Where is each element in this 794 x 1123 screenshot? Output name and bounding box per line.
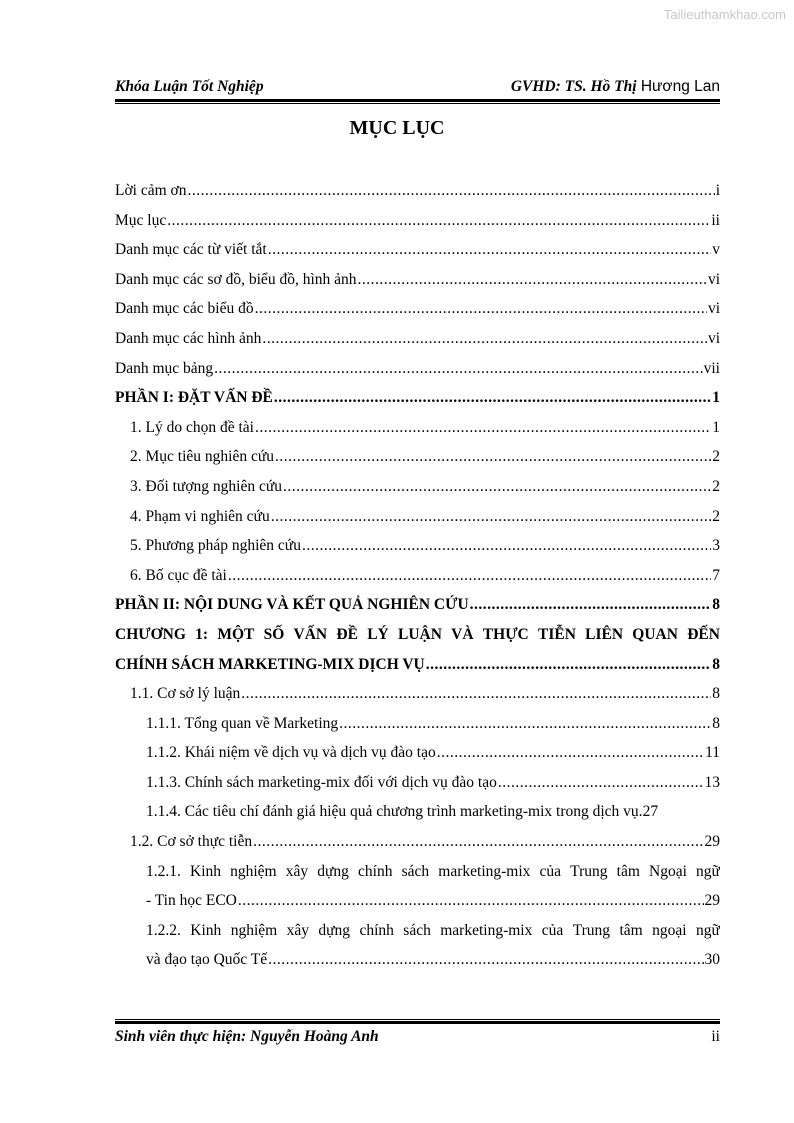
page-title: MỤC LỤC: [349, 117, 445, 139]
toc-page: 11: [705, 744, 720, 762]
toc-entry-part[interactable]: [115, 383, 720, 413]
toc-leader: [268, 235, 712, 265]
toc-word: ngữ: [696, 862, 720, 880]
toc-entry[interactable]: [115, 235, 720, 265]
toc-entry[interactable]: [115, 768, 720, 798]
footer-student: Sinh viên thực hiện: Nguyễn Hoàng Anh: [115, 1028, 379, 1045]
toc-page: vii: [703, 359, 720, 377]
footer-page-number: ii: [711, 1028, 720, 1045]
header-thesis-title: Khóa Luận Tốt Nghiệp: [115, 78, 264, 95]
toc-page: 8: [712, 596, 720, 614]
toc-page: 2: [712, 477, 720, 495]
toc-label: Mục lục: [115, 211, 167, 229]
toc-leader: [275, 442, 711, 472]
toc-entry[interactable]: [115, 413, 720, 443]
toc-leader: [358, 265, 707, 295]
toc-entry[interactable]: [115, 324, 720, 354]
toc-page: 27: [642, 803, 659, 821]
toc-entry[interactable]: [115, 531, 720, 561]
toc-word: nghiệm: [230, 862, 277, 880]
toc-leader: [255, 294, 707, 324]
toc-word: của: [539, 862, 562, 880]
toc-entry[interactable]: [115, 265, 720, 295]
toc-leader: [426, 650, 712, 680]
toc-page: 8: [712, 655, 720, 673]
toc-leader: [228, 561, 711, 591]
toc-word: LÝ: [367, 625, 389, 643]
toc-word: Trung: [570, 862, 608, 880]
watermark: Tailieuthamkhao.com: [663, 7, 786, 22]
toc-word: marketing-mix: [438, 862, 531, 880]
toc-word: VÀ: [451, 625, 474, 643]
toc-word: dựng: [317, 862, 349, 880]
toc-word: ngoại: [652, 921, 687, 939]
toc-leader: [262, 324, 707, 354]
toc-leader: [274, 383, 711, 413]
toc-word: Ngoại: [649, 862, 687, 880]
toc-word: tâm: [619, 921, 643, 939]
toc-word: VẤN: [293, 625, 328, 643]
toc-entry[interactable]: [115, 679, 720, 709]
header-rule: [115, 99, 720, 104]
page-header: [115, 78, 720, 96]
toc-label: - Tin học ECO: [146, 892, 237, 910]
toc-label: 6. Bố cục đề tài: [130, 566, 227, 584]
toc-entry-line2[interactable]: [115, 886, 720, 916]
toc-entry[interactable]: [115, 738, 720, 768]
toc-label: Danh mục bảng: [115, 359, 214, 377]
toc-word: Kinh: [190, 921, 222, 939]
toc-leader: [268, 945, 703, 975]
toc-word: nghiệm: [230, 921, 278, 939]
toc-word: của: [541, 921, 564, 939]
toc-entry[interactable]: [115, 561, 720, 591]
toc-entry[interactable]: [115, 206, 720, 236]
footer-rule: [115, 1019, 720, 1024]
toc-word: 1:: [195, 625, 209, 643]
toc-page: 3: [712, 537, 720, 555]
toc-label: 1.1.3. Chính sách marketing-mix đối với dịch vụ đào tạo: [146, 773, 497, 791]
toc-label: Danh mục các hình ảnh: [115, 329, 262, 347]
toc-word: LIÊN: [585, 625, 624, 643]
toc-word: xây: [285, 862, 309, 880]
toc-entry-part[interactable]: [115, 590, 720, 620]
toc-page: 7: [712, 566, 720, 584]
header-advisor-plain: Hương Lan: [636, 78, 720, 95]
toc-leader: [241, 679, 711, 709]
toc-word: tâm: [616, 862, 640, 880]
toc-entry[interactable]: [115, 354, 720, 384]
toc-entry[interactable]: [115, 797, 720, 827]
toc-entry[interactable]: [115, 442, 720, 472]
toc-word: 1.2.1.: [146, 862, 181, 880]
toc-leader: [271, 502, 712, 532]
toc-word: sách: [403, 921, 431, 939]
toc-page: 29: [704, 892, 720, 910]
toc-label: 1. Lý do chọn đề tài: [130, 418, 254, 436]
toc-word: TIỄN: [537, 625, 576, 643]
toc-page: i: [715, 182, 720, 199]
toc-page: 29: [704, 833, 720, 851]
toc-label: 1.1.2. Khái niệm về dịch vụ và dịch vụ đào tạo: [146, 744, 436, 762]
toc-page: 13: [704, 773, 720, 791]
toc-page: 1: [712, 389, 720, 407]
toc-page: v: [712, 241, 720, 259]
toc-page: vi: [707, 329, 720, 347]
toc-leader: [498, 768, 704, 798]
toc-page: 30: [704, 951, 720, 969]
page-footer: [115, 1028, 720, 1046]
toc-page: 2: [712, 507, 720, 525]
toc-word: dựng: [318, 921, 351, 939]
toc-word: Trung: [572, 921, 611, 939]
toc-word: MỘT: [217, 625, 255, 643]
toc-page: 1: [712, 418, 720, 436]
toc-entry[interactable]: [115, 294, 720, 324]
toc-word: THỰC: [482, 625, 529, 643]
toc-entry-line2[interactable]: [115, 945, 720, 975]
toc-leader: [437, 738, 704, 768]
toc-word: ngữ: [695, 921, 720, 939]
toc-word: SỐ: [263, 625, 285, 643]
toc-word: chính: [359, 921, 394, 939]
toc-entry[interactable]: [115, 827, 720, 857]
toc-word: LUẬN: [397, 625, 442, 643]
toc-entry[interactable]: [115, 709, 720, 739]
toc-word: ĐỀ: [336, 625, 358, 643]
toc-page: vi: [707, 270, 720, 288]
toc-leader: [339, 709, 711, 739]
toc-entry[interactable]: [115, 176, 720, 206]
toc-label: Danh mục các sơ đồ, biểu đồ, hình ảnh: [115, 270, 357, 288]
toc-label: và đạo tạo Quốc Tế: [146, 951, 268, 969]
toc-label: Lời cảm ơn: [115, 182, 187, 199]
toc-leader: [255, 413, 711, 443]
header-advisor-italic: GVHD: TS. Hồ Thị: [510, 78, 637, 95]
toc-label: 5. Phương pháp nghiên cứu: [130, 537, 301, 555]
toc-word: QUAN: [632, 625, 678, 643]
toc-leader: [470, 590, 712, 620]
toc-label: Danh mục các biểu đồ: [115, 300, 254, 318]
toc-word: marketing-mix: [440, 921, 533, 939]
toc-label: 1.2. Cơ sở thực tiễn: [130, 833, 253, 851]
toc-page: vi: [707, 300, 720, 318]
header-advisor: [511, 78, 720, 96]
toc-word: Kinh: [190, 862, 221, 880]
toc-entry-line1[interactable]: [115, 916, 720, 946]
toc-page: 8: [712, 714, 720, 732]
toc-word: sách: [401, 862, 430, 880]
toc-label: 1.1.1. Tổng quan về Marketing: [146, 714, 339, 732]
toc-leader: [283, 472, 711, 502]
toc-page: 2: [712, 448, 720, 466]
toc-leader: [214, 354, 702, 384]
toc-label: 4. Phạm vi nghiên cứu: [130, 507, 270, 525]
toc-label: PHẦN I: ĐẶT VẤN ĐỀ: [115, 389, 273, 407]
toc-label: 1.1. Cơ sở lý luận: [130, 685, 241, 703]
toc-leader: [167, 206, 710, 236]
toc-word: chính: [358, 862, 393, 880]
toc-entry[interactable]: [115, 502, 720, 532]
toc-leader: [253, 827, 703, 857]
toc-word: xây: [286, 921, 309, 939]
toc-entry-chapter-line1[interactable]: [115, 620, 720, 650]
toc-label: 3. Đối tượng nghiên cứu: [130, 477, 282, 495]
toc-leader: [302, 531, 711, 561]
toc-label: Danh mục các từ viết tắt: [115, 241, 267, 259]
toc-word: ĐẾN: [687, 625, 720, 643]
toc-label: CHÍNH SÁCH MARKETING-MIX DỊCH VỤ: [115, 655, 425, 673]
toc-page: 8: [712, 685, 720, 703]
toc-label: 1.1.4. Các tiêu chí đánh giá hiệu quả chương trình marketing-mix trong dịch vụ.: [146, 803, 643, 821]
toc-word: CHƯƠNG: [115, 625, 186, 643]
toc-entry[interactable]: [115, 472, 720, 502]
toc-page: ii: [711, 211, 720, 229]
toc-entry-chapter-line2[interactable]: [115, 650, 720, 680]
toc-leader: [238, 886, 704, 916]
table-of-contents: [115, 176, 720, 975]
toc-word: 1.2.2.: [146, 921, 181, 939]
toc-leader: [187, 176, 714, 206]
toc-label: 2. Mục tiêu nghiên cứu: [130, 448, 274, 466]
toc-entry-line1[interactable]: [115, 857, 720, 887]
toc-label: PHẦN II: NỘI DUNG VÀ KẾT QUẢ NGHIÊN CỨU: [115, 596, 469, 614]
